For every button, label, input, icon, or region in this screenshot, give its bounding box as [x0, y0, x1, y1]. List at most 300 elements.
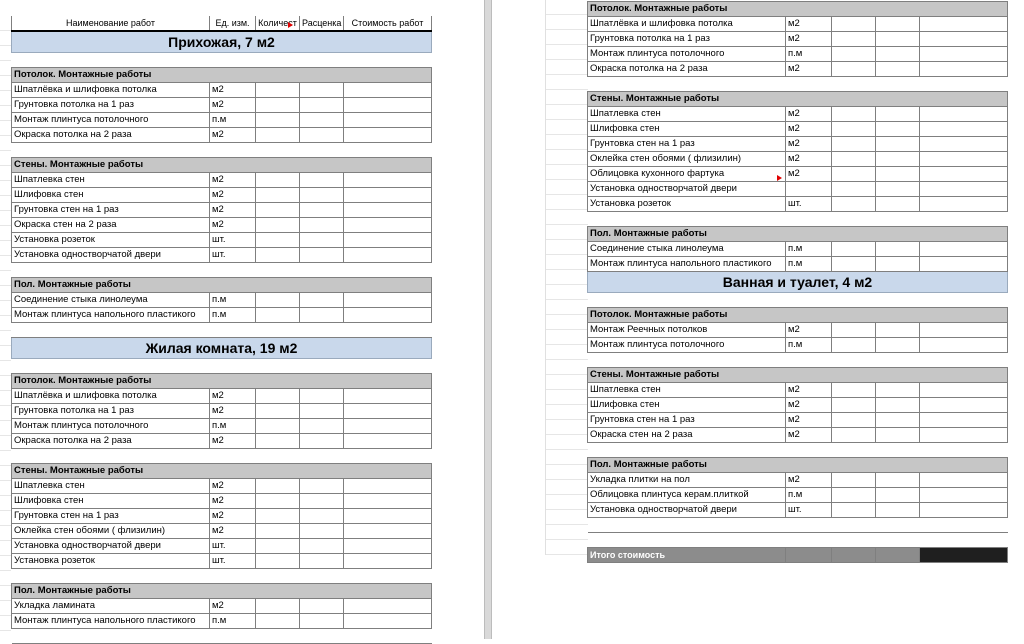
rate-cell[interactable]	[300, 599, 344, 614]
cost-cell[interactable]	[344, 524, 432, 539]
qty-cell[interactable]	[832, 242, 876, 257]
qty-cell[interactable]	[832, 62, 876, 77]
unit-cell[interactable]: п.м	[210, 419, 256, 434]
unit-cell[interactable]: шт.	[210, 554, 256, 569]
rate-cell[interactable]	[300, 494, 344, 509]
unit-cell[interactable]: м2	[210, 404, 256, 419]
unit-cell[interactable]: м2	[786, 107, 832, 122]
unit-cell[interactable]: п.м	[210, 113, 256, 128]
qty-cell[interactable]	[832, 413, 876, 428]
qty-cell[interactable]	[832, 17, 876, 32]
table-row	[588, 242, 1008, 257]
unit-cell[interactable]: м2	[786, 122, 832, 137]
work-name-cell[interactable]: Шпатлевка стен	[588, 107, 786, 122]
qty-cell[interactable]	[832, 47, 876, 62]
unit-cell[interactable]: шт.	[786, 197, 832, 212]
work-name-cell[interactable]: Окраска стен на 2 раза	[12, 218, 210, 233]
total-row	[588, 548, 1008, 563]
qty-cell[interactable]	[832, 338, 876, 353]
section-title: Пол. Монтажные работы	[12, 584, 432, 599]
table-row	[588, 107, 1008, 122]
section-header	[12, 158, 432, 173]
table-row	[588, 257, 1008, 272]
qty-cell[interactable]	[832, 32, 876, 47]
rate-cell[interactable]	[300, 188, 344, 203]
cost-cell[interactable]	[920, 428, 1008, 443]
section-header	[588, 308, 1008, 323]
table-row	[12, 539, 432, 554]
cost-cell[interactable]	[920, 17, 1008, 32]
unit-cell[interactable]: п.м	[786, 242, 832, 257]
estimate-table-left	[11, 16, 432, 644]
qty-cell[interactable]	[256, 233, 300, 248]
cost-cell[interactable]	[344, 128, 432, 143]
qty-cell[interactable]	[256, 554, 300, 569]
qty-cell[interactable]	[256, 539, 300, 554]
work-name-cell[interactable]: Установка одностворчатой двери	[588, 182, 786, 197]
rate-cell[interactable]	[300, 98, 344, 113]
table-row	[12, 128, 432, 143]
qty-cell[interactable]	[832, 122, 876, 137]
qty-cell[interactable]	[832, 428, 876, 443]
unit-cell[interactable]: м2	[210, 128, 256, 143]
qty-cell[interactable]	[832, 167, 876, 182]
table-row	[588, 338, 1008, 353]
rate-cell[interactable]	[876, 62, 920, 77]
blank-row	[12, 323, 432, 338]
rate-cell[interactable]	[300, 173, 344, 188]
qty-cell[interactable]	[832, 137, 876, 152]
work-name-cell[interactable]: Установка розеток	[12, 554, 210, 569]
qty-cell[interactable]	[256, 203, 300, 218]
unit-cell[interactable]: шт.	[210, 539, 256, 554]
table-row	[588, 398, 1008, 413]
rate-cell[interactable]	[300, 308, 344, 323]
table-row	[12, 554, 432, 569]
cost-cell[interactable]	[344, 434, 432, 449]
cost-cell[interactable]	[920, 122, 1008, 137]
unit-cell[interactable]: м2	[210, 203, 256, 218]
total-cost[interactable]	[920, 548, 1008, 563]
rate-cell[interactable]	[300, 509, 344, 524]
qty-cell[interactable]	[256, 188, 300, 203]
cost-cell[interactable]	[920, 242, 1008, 257]
cost-cell[interactable]	[344, 479, 432, 494]
table-row	[12, 188, 432, 203]
qty-cell[interactable]	[256, 128, 300, 143]
unit-cell[interactable]: шт.	[210, 233, 256, 248]
work-name-cell[interactable]: Окраска стен на 2 раза	[588, 428, 786, 443]
cost-cell[interactable]	[920, 473, 1008, 488]
work-name-cell[interactable]: Шпатлевка стен	[12, 479, 210, 494]
cost-cell[interactable]	[344, 188, 432, 203]
blank-row	[12, 263, 432, 278]
header-qty: Количест	[256, 16, 300, 31]
work-name-cell[interactable]: Монтаж плинтуса напольного пластикого	[12, 308, 210, 323]
rate-cell[interactable]	[876, 152, 920, 167]
rate-cell[interactable]	[876, 488, 920, 503]
qty-cell[interactable]	[832, 152, 876, 167]
unit-cell[interactable]: п.м	[210, 308, 256, 323]
cost-cell[interactable]	[344, 203, 432, 218]
cost-cell[interactable]	[344, 509, 432, 524]
header-rate: Расценка	[300, 16, 344, 31]
work-name-cell[interactable]: Монтаж Реечных потолков	[588, 323, 786, 338]
cost-cell[interactable]	[920, 197, 1008, 212]
cost-cell[interactable]	[344, 233, 432, 248]
unit-cell[interactable]: п.м	[210, 614, 256, 629]
rate-cell[interactable]	[300, 614, 344, 629]
cost-cell[interactable]	[344, 83, 432, 98]
room-title-bathroom: Ванная и туалет, 4 м2	[588, 272, 1008, 293]
section-header	[12, 464, 432, 479]
qty-cell[interactable]	[256, 83, 300, 98]
cost-cell[interactable]	[344, 389, 432, 404]
estimate-table-right	[587, 1, 1008, 563]
unit-cell[interactable]: м2	[210, 389, 256, 404]
qty-cell[interactable]	[832, 182, 876, 197]
work-name-cell[interactable]: Установка одностворчатой двери	[12, 248, 210, 263]
qty-cell[interactable]	[832, 107, 876, 122]
table-row	[588, 323, 1008, 338]
cost-cell[interactable]	[920, 167, 1008, 182]
blank-row	[588, 443, 1008, 458]
qty-cell[interactable]	[256, 98, 300, 113]
unit-cell[interactable]: м2	[786, 383, 832, 398]
work-name-cell[interactable]: Оклейка стен обоями ( флизилин)	[12, 524, 210, 539]
work-name-cell[interactable]: Установка одностворчатой двери	[12, 539, 210, 554]
unit-cell[interactable]: м2	[786, 32, 832, 47]
cost-cell[interactable]	[344, 218, 432, 233]
rate-cell[interactable]	[876, 428, 920, 443]
unit-cell[interactable]	[786, 182, 832, 197]
unit-cell[interactable]: м2	[210, 218, 256, 233]
section-title: Потолок. Монтажные работы	[588, 308, 1008, 323]
rate-cell[interactable]	[876, 32, 920, 47]
work-name-cell[interactable]: Укладка плитки на пол	[588, 473, 786, 488]
table-row	[12, 173, 432, 188]
work-name-cell[interactable]: Шпатлёвка и шлифовка потолка	[12, 389, 210, 404]
unit-cell[interactable]: м2	[786, 152, 832, 167]
rate-cell[interactable]	[876, 167, 920, 182]
table-row	[12, 404, 432, 419]
rate-cell[interactable]	[300, 113, 344, 128]
unit-cell[interactable]: м2	[786, 62, 832, 77]
work-name-cell[interactable]: Грунтовка стен на 1 раз	[588, 413, 786, 428]
unit-cell[interactable]: п.м	[786, 47, 832, 62]
work-name-cell[interactable]: Грунтовка потолка на 1 раз	[12, 98, 210, 113]
work-name-cell[interactable]: Окраска потолка на 2 раза	[12, 128, 210, 143]
unit-cell[interactable]: п.м	[786, 257, 832, 272]
section-title: Пол. Монтажные работы	[588, 458, 1008, 473]
blank-row	[12, 359, 432, 374]
table-row	[12, 419, 432, 434]
cost-cell[interactable]	[344, 248, 432, 263]
qty-cell[interactable]	[832, 488, 876, 503]
work-name-cell[interactable]: Грунтовка стен на 1 раз	[12, 203, 210, 218]
rate-cell[interactable]	[300, 389, 344, 404]
cost-cell[interactable]	[920, 503, 1008, 518]
unit-cell[interactable]: шт.	[210, 248, 256, 263]
work-name-cell[interactable]: Укладка ламината	[12, 599, 210, 614]
qty-cell[interactable]	[256, 308, 300, 323]
work-name-cell[interactable]: Шлифовка стен	[12, 494, 210, 509]
work-name-cell[interactable]: Монтаж плинтуса потолочного	[588, 47, 786, 62]
qty-cell[interactable]	[832, 257, 876, 272]
work-name-cell[interactable]: Грунтовка стен на 1 раз	[12, 509, 210, 524]
table-row	[588, 167, 1008, 182]
blank-row	[12, 53, 432, 68]
work-name-cell[interactable]: Шпатлевка стен	[588, 383, 786, 398]
work-name-cell[interactable]: Монтаж плинтуса потолочного	[12, 113, 210, 128]
work-name-cell[interactable]: Шлифовка стен	[12, 188, 210, 203]
cost-cell[interactable]	[344, 293, 432, 308]
cost-cell[interactable]	[920, 107, 1008, 122]
unit-cell[interactable]: п.м	[786, 338, 832, 353]
rate-cell[interactable]	[876, 242, 920, 257]
unit-cell[interactable]: м2	[786, 413, 832, 428]
total-qty[interactable]	[832, 548, 876, 563]
rate-cell[interactable]	[300, 128, 344, 143]
table-row	[588, 182, 1008, 197]
table-row	[12, 218, 432, 233]
section-title: Стены. Монтажные работы	[12, 158, 432, 173]
unit-cell[interactable]: м2	[210, 509, 256, 524]
spreadsheet-grid-right	[545, 0, 588, 555]
work-name-cell[interactable]: Окраска потолка на 2 раза	[588, 62, 786, 77]
cost-cell[interactable]	[344, 539, 432, 554]
rate-cell[interactable]	[300, 524, 344, 539]
section-title: Потолок. Монтажные работы	[12, 68, 432, 83]
table-row	[588, 503, 1008, 518]
cost-cell[interactable]	[920, 182, 1008, 197]
rate-cell[interactable]	[876, 257, 920, 272]
table-row	[588, 197, 1008, 212]
cost-cell[interactable]	[344, 599, 432, 614]
qty-cell[interactable]	[256, 389, 300, 404]
work-name-cell[interactable]: Облицовка кухонного фартука	[588, 167, 786, 182]
qty-cell[interactable]	[256, 599, 300, 614]
rate-cell[interactable]	[876, 47, 920, 62]
work-name-cell[interactable]: Установка розеток	[588, 197, 786, 212]
unit-cell[interactable]: м2	[210, 98, 256, 113]
rate-cell[interactable]	[300, 404, 344, 419]
work-name-cell[interactable]: Монтаж плинтуса напольного пластикого	[588, 257, 786, 272]
work-name-cell[interactable]: Установка розеток	[12, 233, 210, 248]
cost-cell[interactable]	[920, 488, 1008, 503]
cost-cell[interactable]	[920, 32, 1008, 47]
cost-cell[interactable]	[920, 152, 1008, 167]
qty-cell[interactable]	[832, 473, 876, 488]
unit-cell[interactable]: м2	[786, 17, 832, 32]
qty-cell[interactable]	[256, 524, 300, 539]
comment-marker-icon	[777, 175, 782, 181]
rate-cell[interactable]	[876, 413, 920, 428]
qty-cell[interactable]	[832, 323, 876, 338]
qty-cell[interactable]	[256, 614, 300, 629]
qty-cell[interactable]	[256, 494, 300, 509]
cost-cell[interactable]	[344, 419, 432, 434]
unit-cell[interactable]: м2	[786, 428, 832, 443]
header-name: Наименование работ	[12, 16, 210, 31]
cost-cell[interactable]	[344, 404, 432, 419]
qty-cell[interactable]	[256, 293, 300, 308]
rate-cell[interactable]	[300, 83, 344, 98]
table-row	[588, 137, 1008, 152]
qty-cell[interactable]	[256, 248, 300, 263]
work-name-cell[interactable]: Шпатлёвка и шлифовка потолка	[12, 83, 210, 98]
qty-cell[interactable]	[256, 173, 300, 188]
qty-cell[interactable]	[256, 113, 300, 128]
rate-cell[interactable]	[300, 203, 344, 218]
rate-cell[interactable]	[300, 419, 344, 434]
table-row	[12, 98, 432, 113]
unit-cell[interactable]: м2	[210, 524, 256, 539]
rate-cell[interactable]	[876, 107, 920, 122]
rate-cell[interactable]	[300, 233, 344, 248]
section-title: Пол. Монтажные работы	[588, 227, 1008, 242]
qty-cell[interactable]	[832, 398, 876, 413]
work-name-cell[interactable]: Грунтовка стен на 1 раз	[588, 137, 786, 152]
left-body	[12, 68, 432, 644]
rate-cell[interactable]	[300, 248, 344, 263]
qty-cell[interactable]	[256, 419, 300, 434]
total-unit[interactable]	[786, 548, 832, 563]
rate-cell[interactable]	[876, 17, 920, 32]
rate-cell[interactable]	[300, 539, 344, 554]
rate-cell[interactable]	[876, 503, 920, 518]
table-row	[588, 413, 1008, 428]
qty-cell[interactable]	[256, 509, 300, 524]
total-rate[interactable]	[876, 548, 920, 563]
work-name-cell[interactable]: Грунтовка потолка на 1 раз	[12, 404, 210, 419]
cost-cell[interactable]	[344, 98, 432, 113]
work-name-cell[interactable]: Шпатлёвка и шлифовка потолка	[588, 17, 786, 32]
cost-cell[interactable]	[920, 413, 1008, 428]
table-row	[12, 479, 432, 494]
table-row	[588, 488, 1008, 503]
qty-cell[interactable]	[832, 383, 876, 398]
rate-cell[interactable]	[876, 122, 920, 137]
cost-cell[interactable]	[344, 494, 432, 509]
unit-cell[interactable]: м2	[210, 599, 256, 614]
cost-cell[interactable]	[920, 47, 1008, 62]
unit-cell[interactable]: м2	[786, 398, 832, 413]
work-name-cell[interactable]: Шлифовка стен	[588, 122, 786, 137]
cost-cell[interactable]	[344, 554, 432, 569]
table-row	[588, 47, 1008, 62]
rate-cell[interactable]	[300, 218, 344, 233]
work-name-cell[interactable]: Облицовка плинтуса керам.плиткой	[588, 488, 786, 503]
cost-cell[interactable]	[920, 398, 1008, 413]
rate-cell[interactable]	[300, 434, 344, 449]
work-name-cell[interactable]: Монтаж плинтуса потолочного	[588, 338, 786, 353]
cost-cell[interactable]	[344, 113, 432, 128]
rate-cell[interactable]	[876, 398, 920, 413]
header-cost: Стоимость работ	[344, 16, 432, 31]
work-name-cell[interactable]: Шпатлевка стен	[12, 173, 210, 188]
unit-cell[interactable]: м2	[786, 323, 832, 338]
cost-cell[interactable]	[920, 137, 1008, 152]
rate-cell[interactable]	[876, 323, 920, 338]
page-divider	[484, 0, 492, 639]
work-name-cell[interactable]: Оклейка стен обоями ( флизилин)	[588, 152, 786, 167]
unit-cell[interactable]: м2	[210, 83, 256, 98]
work-name-cell[interactable]: Грунтовка потолка на 1 раз	[588, 32, 786, 47]
blank-row	[588, 293, 1008, 308]
cost-cell[interactable]	[344, 308, 432, 323]
qty-cell[interactable]	[256, 218, 300, 233]
rate-cell[interactable]	[876, 473, 920, 488]
unit-cell[interactable]: м2	[210, 479, 256, 494]
work-name-cell[interactable]: Соединение стыка линолеума	[12, 293, 210, 308]
table-row	[588, 428, 1008, 443]
qty-cell[interactable]	[256, 404, 300, 419]
right-body	[588, 2, 1008, 563]
unit-cell[interactable]: шт.	[786, 503, 832, 518]
rate-cell[interactable]	[876, 383, 920, 398]
rate-cell[interactable]	[876, 182, 920, 197]
unit-cell[interactable]: п.м	[210, 293, 256, 308]
rate-cell[interactable]	[876, 197, 920, 212]
unit-cell[interactable]: п.м	[786, 488, 832, 503]
section-header	[12, 68, 432, 83]
unit-cell[interactable]: м2	[786, 167, 832, 182]
cost-cell[interactable]	[920, 383, 1008, 398]
work-name-cell[interactable]: Соединение стыка линолеума	[588, 242, 786, 257]
work-name-cell[interactable]: Шлифовка стен	[588, 398, 786, 413]
cost-cell[interactable]	[344, 614, 432, 629]
rate-cell[interactable]	[300, 479, 344, 494]
work-name-cell[interactable]: Монтаж плинтуса напольного пластикого	[12, 614, 210, 629]
table-row	[12, 233, 432, 248]
unit-cell[interactable]: м2	[786, 137, 832, 152]
cost-cell[interactable]	[920, 257, 1008, 272]
table-row	[12, 509, 432, 524]
unit-cell[interactable]: м2	[210, 494, 256, 509]
cost-cell[interactable]	[344, 173, 432, 188]
work-name-cell[interactable]: Установка одностворчатой двери	[588, 503, 786, 518]
unit-cell[interactable]: м2	[786, 473, 832, 488]
qty-cell[interactable]	[256, 434, 300, 449]
qty-cell[interactable]	[832, 197, 876, 212]
rate-cell[interactable]	[876, 137, 920, 152]
rate-cell[interactable]	[876, 338, 920, 353]
section-header	[12, 584, 432, 599]
unit-cell[interactable]: м2	[210, 434, 256, 449]
unit-cell[interactable]: м2	[210, 173, 256, 188]
cost-cell[interactable]	[920, 338, 1008, 353]
table-row	[588, 473, 1008, 488]
qty-cell[interactable]	[256, 479, 300, 494]
table-row	[12, 308, 432, 323]
table-row	[12, 494, 432, 509]
blank-row	[588, 212, 1008, 227]
table-row	[12, 248, 432, 263]
cost-cell[interactable]	[920, 323, 1008, 338]
section-title: Потолок. Монтажные работы	[12, 374, 432, 389]
section-header	[588, 458, 1008, 473]
work-name-cell[interactable]: Монтаж плинтуса потолочного	[12, 419, 210, 434]
unit-cell[interactable]: м2	[210, 188, 256, 203]
section-title: Стены. Монтажные работы	[12, 464, 432, 479]
rate-cell[interactable]	[300, 293, 344, 308]
cost-cell[interactable]	[920, 62, 1008, 77]
qty-cell[interactable]	[832, 503, 876, 518]
blank-row	[588, 518, 1008, 533]
rate-cell[interactable]	[300, 554, 344, 569]
work-name-cell[interactable]: Окраска потолка на 2 раза	[12, 434, 210, 449]
